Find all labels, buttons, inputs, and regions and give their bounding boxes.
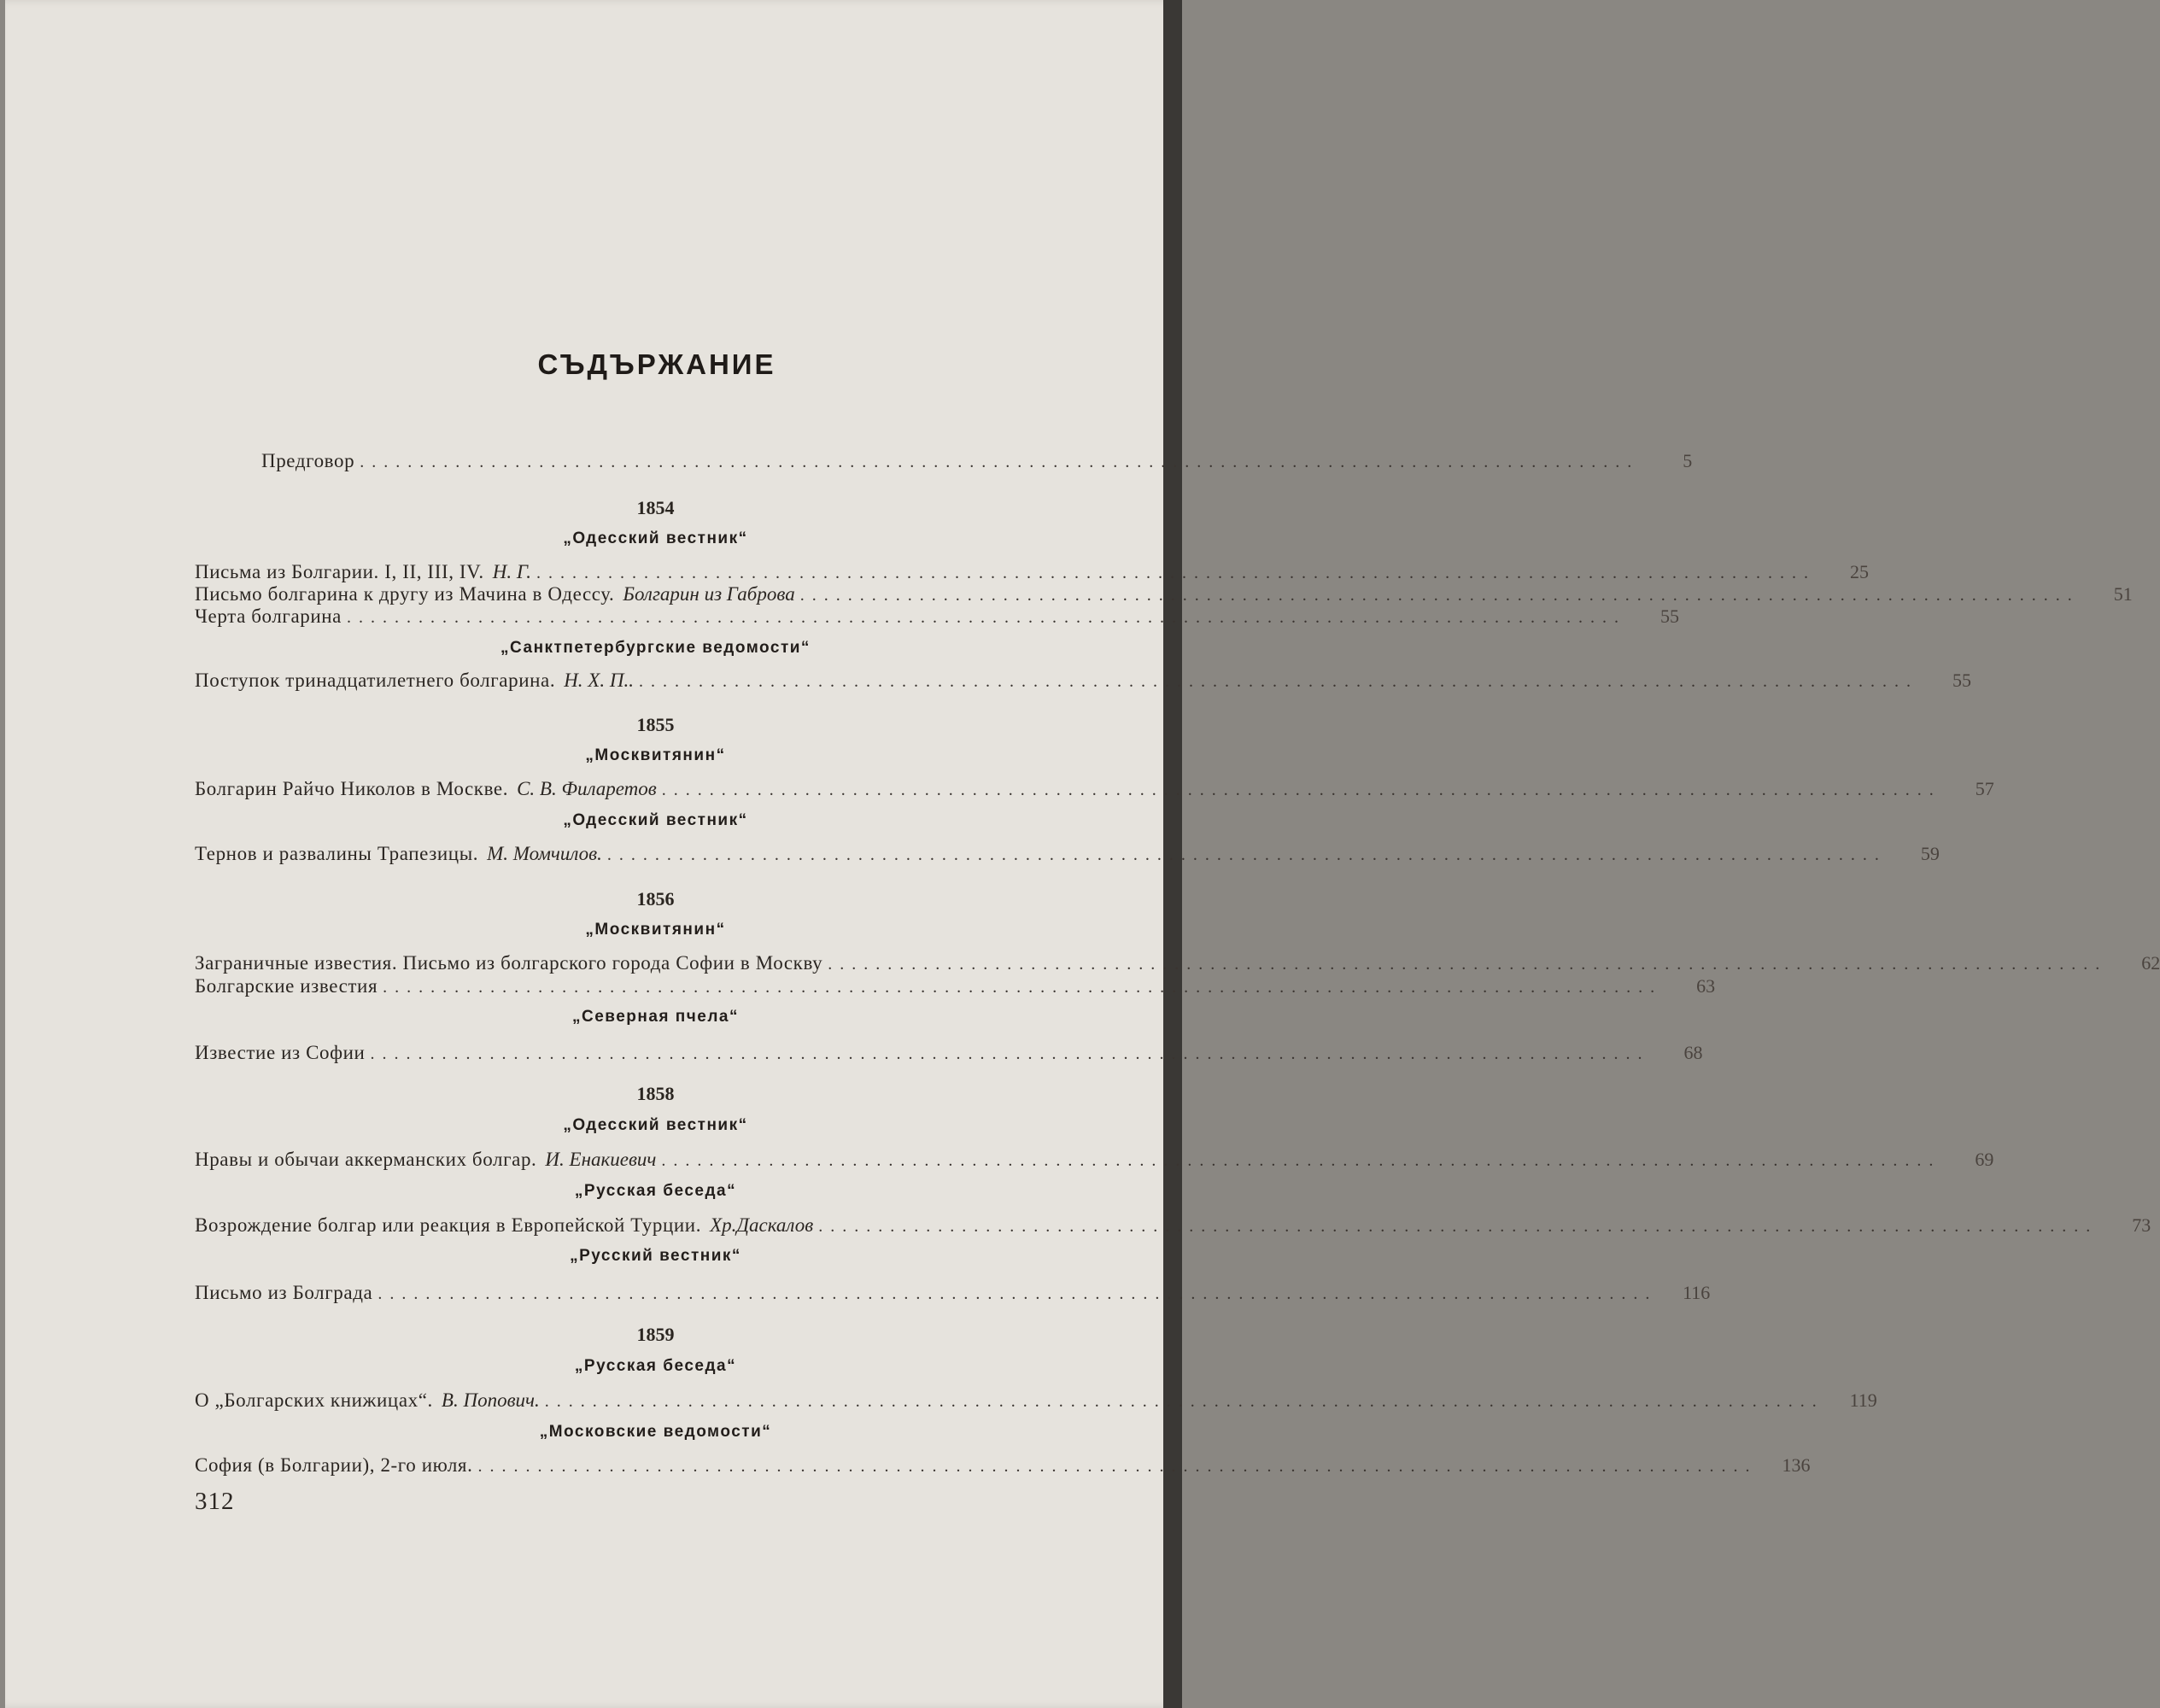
- entry-author: С. В. Филаретов: [517, 778, 657, 799]
- dot-leader: ...........................................................................................................: [638, 672, 1918, 691]
- year-heading: 1854: [636, 497, 675, 518]
- entry-page: 73: [2132, 1214, 2151, 1236]
- entry-author: В. Попович.: [441, 1389, 540, 1411]
- dot-leader: ...........................................................................................................: [347, 608, 1626, 627]
- periodical-heading: „Русская беседа“: [574, 1182, 737, 1200]
- year-heading: 1858: [636, 1083, 675, 1104]
- entry-title: Предговор: [261, 450, 355, 471]
- entry-page: 136: [1782, 1454, 1811, 1476]
- dot-leader: ...........................................................................................................: [818, 1217, 2099, 1236]
- entry-page: 69: [1975, 1149, 1994, 1170]
- periodical-heading: „Русская беседа“: [574, 1357, 737, 1375]
- entry-author: Болгарин из Габрова: [623, 583, 795, 605]
- dot-leader: ...........................................................................................................: [661, 781, 1941, 799]
- entry-title: Заграничные известия. Письмо из болгарского города Софии в Москву: [195, 952, 823, 974]
- entry-page: 55: [1660, 605, 1679, 627]
- dot-leader: ...........................................................................................................: [378, 1284, 1658, 1303]
- toc-entry: [195, 668, 1971, 693]
- entry-page: 63: [1696, 975, 1716, 997]
- periodical-heading: „Москвитянин“: [585, 921, 726, 939]
- year-heading: 1855: [636, 714, 675, 735]
- entry-author: М. Момчилов.: [487, 843, 602, 864]
- year-heading: 1859: [636, 1324, 675, 1345]
- toc-entry: [195, 1147, 1994, 1173]
- dot-leader: ...........................................................................................................: [383, 978, 1663, 997]
- year-heading: 1856: [636, 888, 675, 910]
- entry-title: Известие из Софии: [195, 1042, 366, 1063]
- entry-title: Черта болгарина: [195, 605, 342, 627]
- periodical-heading: „Северная пчела“: [571, 1008, 739, 1026]
- dot-leader: ...........................................................................................................: [544, 1392, 1824, 1411]
- toc-entry: [195, 1453, 1811, 1478]
- periodical-heading: „Санктпетербургские ведомости“: [500, 639, 811, 657]
- page-title: СЪДЪРЖАНИЕ: [537, 348, 776, 380]
- entry-page: 5: [1683, 450, 1693, 471]
- entry-title: О „Болгарских книжицах“.: [195, 1389, 433, 1411]
- toc-entry: [195, 776, 1994, 802]
- toc-entry-preface: [195, 448, 1693, 474]
- entry-page: 62: [2141, 952, 2160, 974]
- periodical-heading: „Одесский вестник“: [563, 1116, 748, 1134]
- periodical-heading: „Московские ведомости“: [539, 1423, 772, 1441]
- periodical-heading: „Москвитянин“: [585, 746, 726, 764]
- entry-title: Письмо болгарина к другу из Мачина в Одессу.: [195, 583, 615, 605]
- entry-title: Возрождение болгар или реакция в Европейской Турции.: [195, 1214, 702, 1236]
- dot-leader: ...........................................................................................................: [477, 1457, 1758, 1476]
- toc-entry: [195, 1280, 1711, 1306]
- entry-page: 51: [2113, 583, 2133, 605]
- toc-entry: [195, 604, 1679, 629]
- entry-author: Хр.Даскалов: [710, 1214, 814, 1236]
- entry-title: Болгарин Райчо Николов в Москве.: [195, 778, 509, 799]
- entry-title: Поступок тринадцатилетнего болгарина.: [195, 670, 556, 691]
- entry-page: 25: [1850, 561, 1869, 582]
- dot-leader: ...........................................................................................................: [661, 1151, 1941, 1170]
- entry-page: 59: [1920, 843, 1940, 864]
- entry-title: Болгарские известия: [195, 975, 378, 997]
- entry-page: 119: [1849, 1389, 1877, 1411]
- entry-title: Письма из Болгарии. I, II, III, IV.: [195, 561, 484, 582]
- dot-leader: ...........................................................................................................: [360, 453, 1640, 471]
- entry-page: 116: [1683, 1282, 1711, 1303]
- toc-entry: [195, 974, 1716, 999]
- dot-leader: ...........................................................................................................: [606, 845, 1887, 864]
- dot-leader: ...........................................................................................................: [799, 586, 2080, 605]
- toc-entry: [195, 841, 1940, 867]
- dot-leader: ...........................................................................................................: [828, 955, 2108, 974]
- periodical-heading: „Русский вестник“: [570, 1247, 741, 1265]
- periodical-heading: „Одесский вестник“: [563, 529, 748, 547]
- entry-title: Тернов и развалины Трапезицы.: [195, 843, 479, 864]
- book-page: [5, 0, 2160, 1708]
- entry-author: И. Енакиевич: [545, 1149, 657, 1170]
- entry-page: 57: [1975, 778, 1994, 799]
- page-number: 312: [195, 1488, 235, 1515]
- dot-leader: ...........................................................................................................: [536, 564, 1816, 582]
- entry-title: София (в Болгарии), 2-го июля.: [195, 1454, 473, 1476]
- toc-entry: [195, 951, 2160, 976]
- entry-author: Н. Г.: [492, 561, 531, 582]
- entry-author: Н. Х. П..: [564, 670, 634, 691]
- toc-entry: [195, 1388, 1877, 1413]
- entry-page: 55: [1952, 670, 1971, 691]
- dot-leader: ...........................................................................................................: [370, 1044, 1650, 1063]
- toc-entry: [195, 1040, 1703, 1066]
- periodical-heading: „Одесский вестник“: [563, 811, 748, 829]
- toc-entry: [195, 1213, 2151, 1238]
- entry-title: Нравы и обычаи аккерманских болгар.: [195, 1149, 537, 1170]
- entry-page: 68: [1683, 1042, 1703, 1063]
- entry-title: Письмо из Болграда: [195, 1282, 373, 1303]
